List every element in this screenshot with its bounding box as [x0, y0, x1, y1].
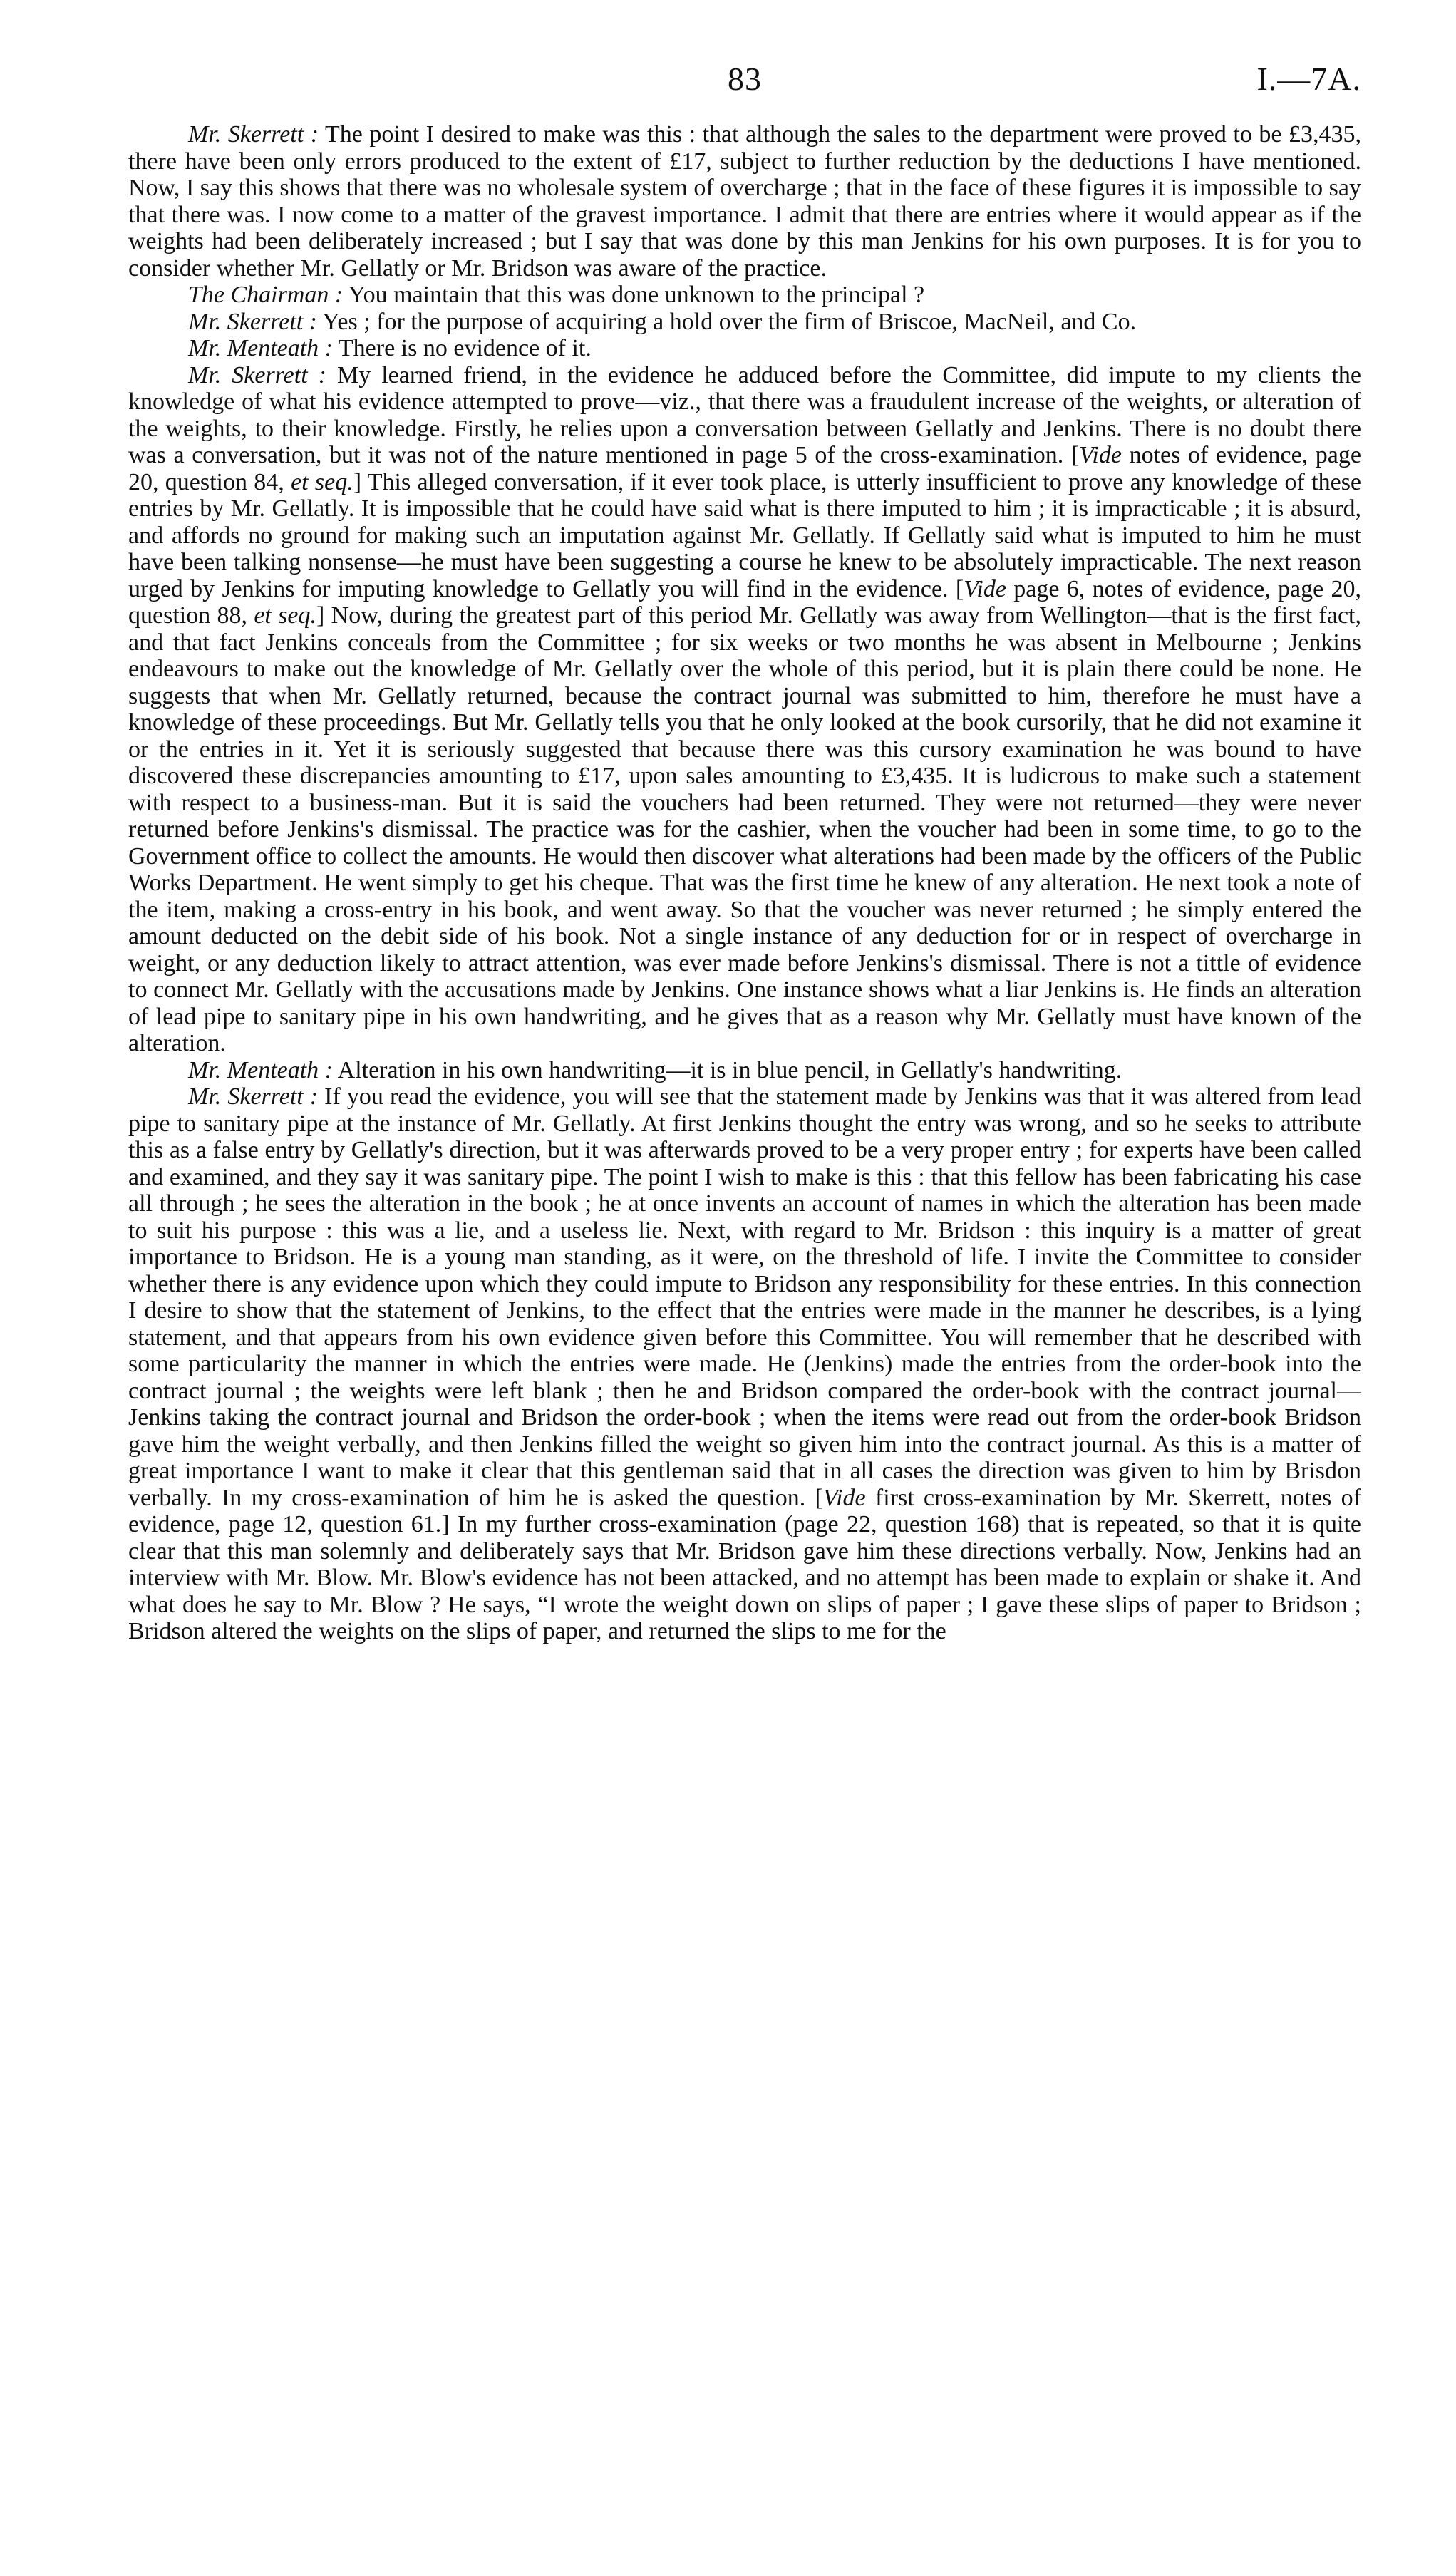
- paragraph-text: The point I desired to make was this : that although the sales to the department were proved to be £3,435, there have been only errors produced to the extent of £17, subject to further reduction by the deductions I have mentioned. Now, I say this shows that there was no wholesale system of overcharge ; that in the face of these figures it is impossible to say that there was. I now come to a matter of the gravest importance. I admit that there are entries where it would appear as if the weights had been deliberately increased ; but I say that was done by this man Jenkins for his own purposes. It is for you to consider whether Mr. Gellatly or Mr. Bridson was aware of the practice.: [128, 121, 1361, 282]
- document-reference: I.—7A.: [1256, 61, 1361, 97]
- body-text: [128, 121, 1361, 1645]
- paragraph: [128, 1057, 1361, 1084]
- speaker-name: Mr. Skerrett :: [188, 1083, 319, 1110]
- paragraph: [128, 309, 1361, 336]
- paragraph: [128, 121, 1361, 282]
- speaker-name: Mr. Skerrett :: [188, 121, 319, 148]
- paragraph-text: Yes ; for the purpose of acquiring a hold over the firm of Briscoe, MacNeil, and Co.: [316, 308, 1137, 335]
- latin-reference: Vide: [964, 575, 1006, 602]
- speaker-name: Mr. Menteath :: [188, 1056, 334, 1083]
- paragraph: [128, 282, 1361, 309]
- paragraph: [128, 362, 1361, 1057]
- paragraph-text: You maintain that this was done unknown to the principal ?: [343, 282, 925, 308]
- paragraph-text: Alteration in his own handwriting—it is in blue pencil, in Gellatly's handwriting.: [333, 1056, 1122, 1083]
- speaker-name: The Chairman :: [188, 282, 344, 308]
- speaker-name: Mr. Skerrett :: [188, 361, 326, 388]
- page-number: 83: [728, 61, 762, 97]
- speaker-name: Mr. Skerrett :: [188, 308, 317, 335]
- latin-reference: Vide: [1079, 442, 1122, 468]
- paragraph-text: If you read the evidence, you will see that the statement made by Jenkins was that it was altered from lead pipe to sanitary pipe at the instance of Mr. Gellatly. At first Jenkins thought the entry was wrong, and so he seeks to attribute this as a false entry by Gellatly's direction, but it was afterwards proved to be a very proper entry ; for experts have been called and examined, and they say it was sanitary pipe. The point I wish to make is this : that this fellow has been fabricating his case all through ; he sees the alteration in the book ; he at once invents an account of names in which the alteration has been made to suit his purpose : this was a lie, and a useless lie. Next, with regard to Mr. Bridson : this inquiry is a matter of great importance to Bridson. He is a young man standing, as it were, on the threshold of life. I invite the Committee to consider whether there is any evidence upon which they could impute to Bridson any responsibility for these entries. In this connection I desire to show that the statement of Jenkins, to the effect that the entries were made in the manner he describes, is a lying statement, and that appears from his own evidence given before this Committee. You will remember that he described with some particularity the manner in which the entries were made. He (Jenkins) made the entries from the order-book into the contract journal ; the weights were left blank ; then he and Bridson compared the order-book with the contract journal—Jenkins taking the contract journal and Bridson the order-book ; when the items were read out from the order-book Bridson gave him the weight verbally, and then Jenkins filled the weight so given him into the contract journal. As this is a matter of great importance I want to make it clear that this gentleman said that in all cases the direction was given to him by Brisdon verbally. In my cross-examination of him he is asked the question. [Vide first cross-examination by Mr. Skerrett, notes of evidence, page 12, question 61.] In my further cross-examination (page 22, question 168) that is repeated, so that it is quite clear that this man solemnly and deliberately says that Mr. Bridson gave him these directions verbally. Now, Jenkins had an interview with Mr. Blow. Mr. Blow's evidence has not been attacked, and no attempt has been made to explain or shake it. And what does he say to Mr. Blow ? He says, “I wrote the weight down on slips of paper ; I gave these slips of paper to Bridson ; Bridson altered the weights on the slips of paper, and returned the slips to me for the: [128, 1083, 1361, 1644]
- latin-reference: Vide: [822, 1484, 866, 1511]
- paragraph-text: My learned friend, in the evidence he adduced before the Committee, did impute to my clients the knowledge of what his evidence attempted to prove—viz., that there was a fraudulent increase of the weights, or alteration of the weights, to their knowledge. Firstly, he relies upon a conversation between Gellatly and Jenkins. There is no doubt there was a conversation, but it was not of the nature mentioned in page 5 of the cross-examination. [Vide notes of evidence, page 20, question 84, et seq.] This alleged conversation, if it ever took place, is utterly insufficient to prove any knowledge of these entries by Mr. Gellatly. It is impossible that he could have said what is there imputed to him ; it is impracticable ; it is absurd, and affords no ground for making such an imputation against Mr. Gellatly. If Gellatly said what is imputed to him he must have been talking nonsense—he must have been suggesting a course he knew to be absolutely impracticable. The next reason urged by Jenkins for imputing knowledge to Gellatly you will find in the evidence. [Vide page 6, notes of evidence, page 20, question 88, et seq.] Now, during the greatest part of this period Mr. Gellatly was away from Wellington—that is the first fact, and that fact Jenkins conceals from the Committee ; for six weeks or two months he was absent in Melbourne ; Jenkins endeavours to make out the knowledge of Mr. Gellatly over the whole of this period, but it is plain there could be none. He suggests that when Mr. Gellatly returned, because the contract journal was submitted to him, therefore he must have a knowledge of these proceedings. But Mr. Gellatly tells you that he only looked at the book cursorily, that he did not examine it or the entries in it. Yet it is seriously suggested that because there was this cursory examination he was bound to have discovered these discrepancies amounting to £17, upon sales amounting to £3,435. It is ludicrous to make such a statement with respect to a business-man. But it is said the vouchers had been returned. They were not returned—they were never returned before Jenkins's dismissal. The practice was for the cashier, when the voucher had been in some time, to go to the Government office to collect the amounts. He would then discover what alterations had been made by the officers of the Public Works Department. He went simply to get his cheque. That was the first time he knew of any alteration. He next took a note of the item, making a cross-entry in his book, and went away. So that the voucher was never returned ; he simply entered the amount deducted on the debit side of his book. Not a single instance of any deduction for or in respect of overcharge in weight, or any deduction likely to attract attention, was ever made before Jenkins's dismissal. There is not a tittle of evidence to connect Mr. Gellatly with the accusations made by Jenkins. One instance shows what a liar Jenkins is. He finds an alteration of lead pipe to sanitary pipe in his own handwriting, and he gives that as a reason why Mr. Gellatly must have known of the alteration.: [128, 361, 1362, 1056]
- paragraph: [128, 1083, 1361, 1645]
- paragraph: [128, 335, 1361, 362]
- latin-reference: et seq.: [291, 468, 353, 495]
- speaker-name: Mr. Menteath :: [188, 335, 334, 361]
- page-header: [128, 60, 1361, 103]
- latin-reference: et seq.: [254, 602, 317, 629]
- paragraph-text: There is no evidence of it.: [333, 335, 592, 361]
